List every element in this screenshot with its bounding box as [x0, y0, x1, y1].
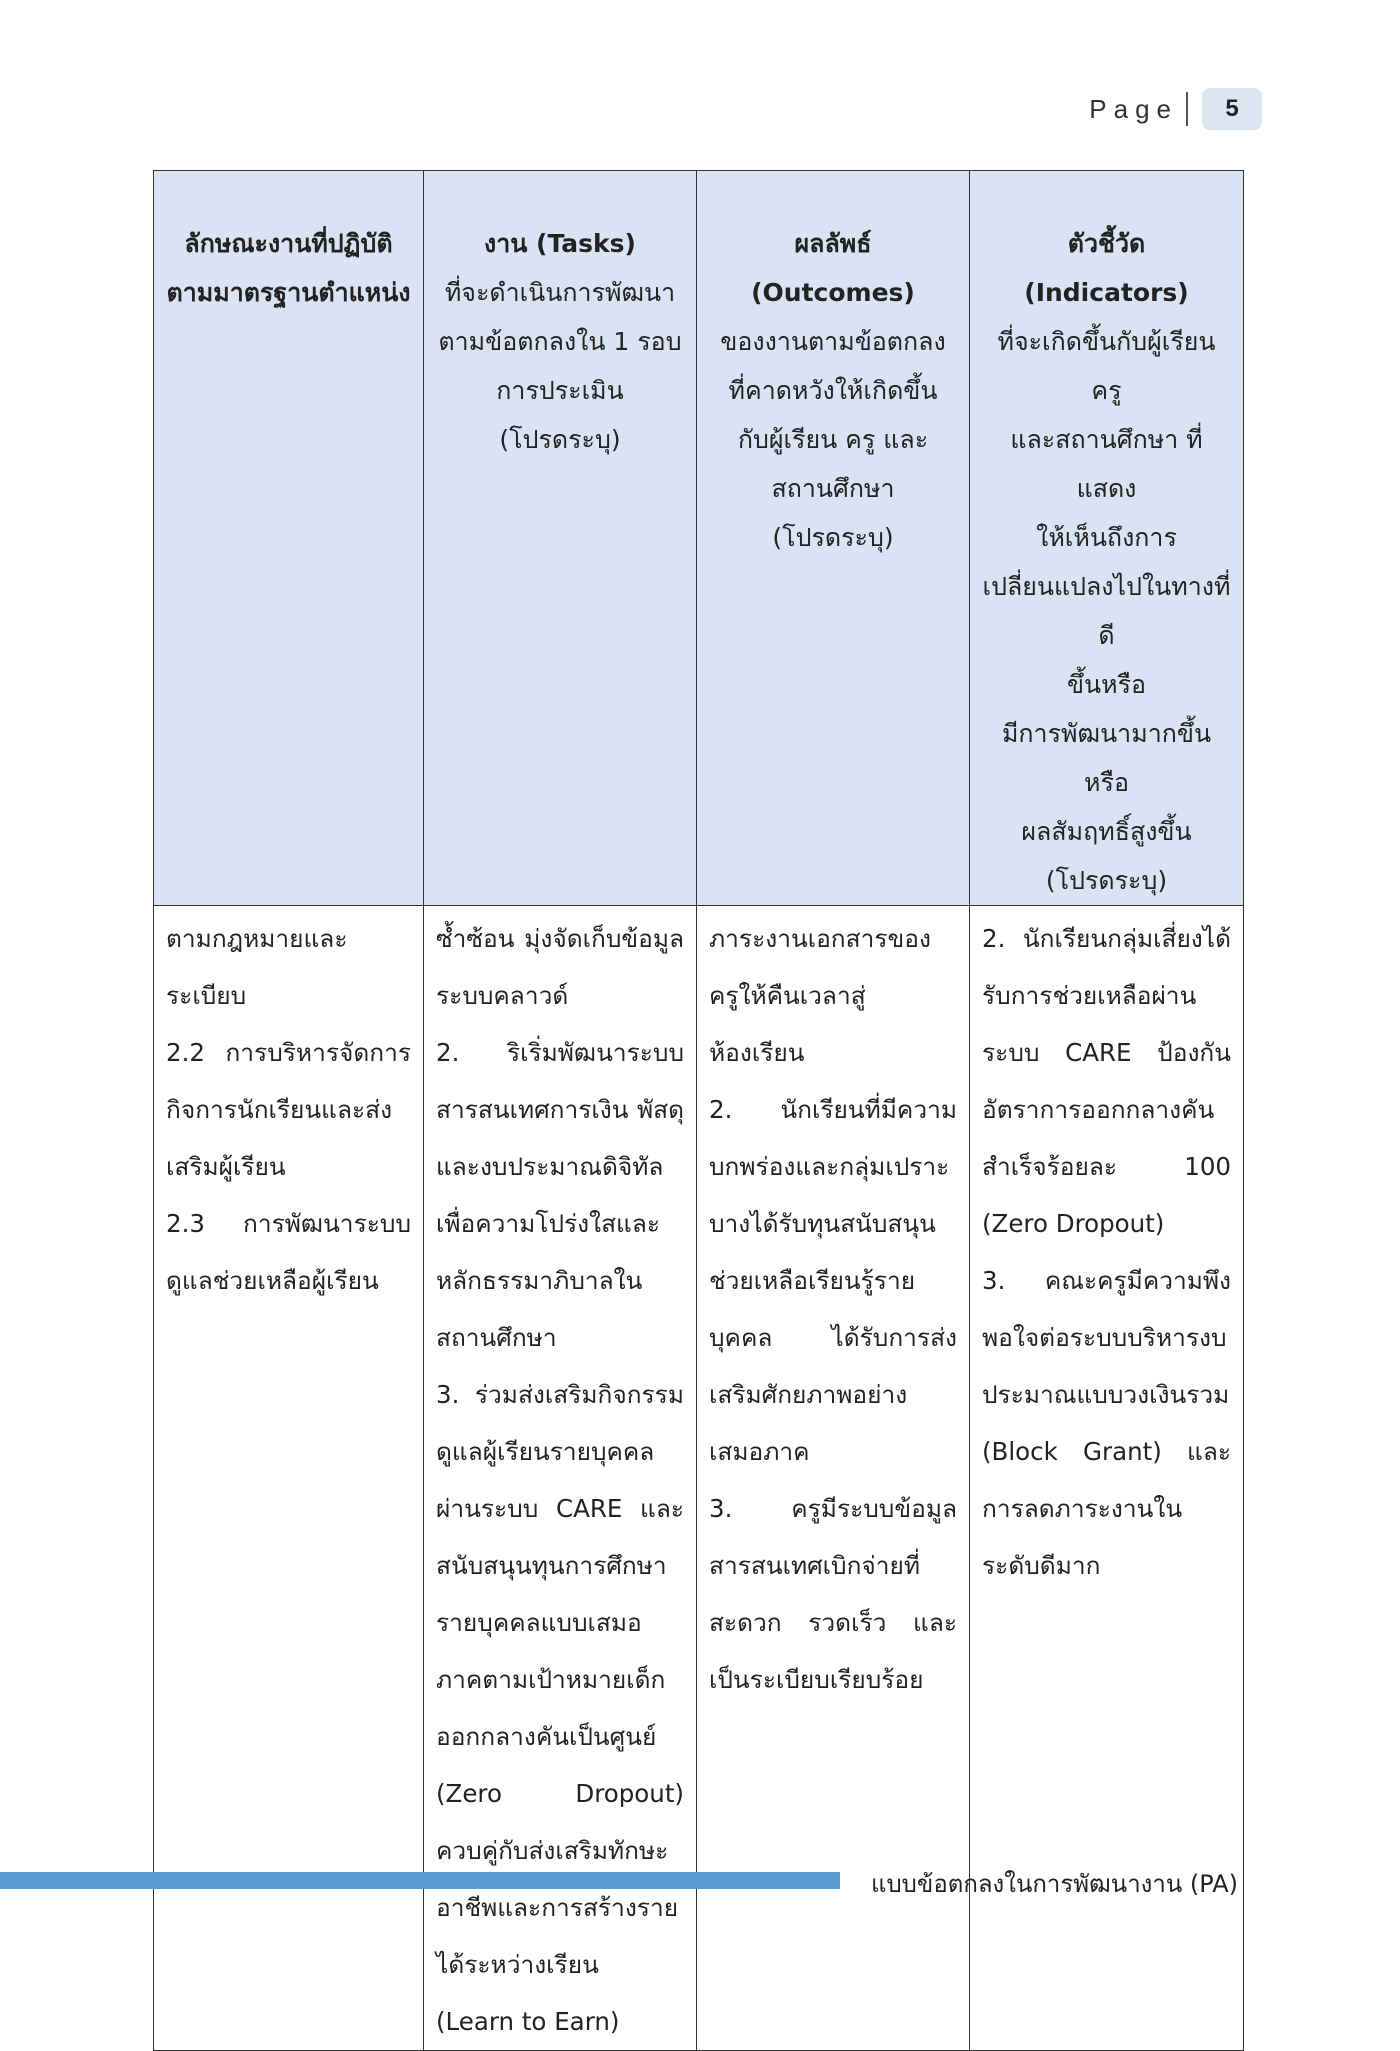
footer-accent-bar [0, 1872, 840, 1889]
column-subtitle: ของงานตามข้อตกลง ที่คาดหวังให้เกิดขึ้น กับผู้เรียน ครู และ สถานศึกษา (โปรดระบุ) [720, 327, 946, 552]
cell-paragraph: ซ้ำซ้อน มุ่งจัดเก็บข้อมูลระบบคลาวด์ [436, 924, 684, 1010]
pa-agreement-table [153, 170, 1244, 2051]
page-separator [1186, 92, 1188, 126]
column-subtitle: ที่จะดำเนินการพัฒนา ตามข้อตกลงใน 1 รอบ การประเมิน (โปรดระบุ) [438, 278, 682, 454]
cell-paragraph: 2.3 การพัฒนาระบบดูแลช่วยเหลือผู้เรียน [166, 1209, 411, 1295]
page-label: Page [1089, 93, 1178, 124]
column-title: ตัวชี้วัด (Indicators) [1024, 229, 1189, 307]
cell-paragraph: ตามกฎหมายและระเบียบ [166, 924, 348, 1010]
page-number: 5 [1202, 88, 1262, 130]
footer-title: แบบข้อตกลงในการพัฒนางาน (PA) [870, 1870, 1238, 1898]
cell-paragraph: 2.2 การบริหารจัดการกิจการนักเรียนและส่งเสริมผู้เรียน [166, 1038, 411, 1181]
page-header [1089, 88, 1262, 130]
header-cell-outcomes [697, 171, 970, 906]
cell-paragraph: 2. นักเรียนกลุ่มเสี่ยงได้รับการช่วยเหลือผ่านระบบ CARE ป้องกันอัตราการออกกลางคันสำเร็จร้อยละ 100 (Zero Dropout) [982, 924, 1231, 1238]
header-cell-indicators [970, 171, 1244, 906]
column-subtitle: ตามมาตรฐานตำแหน่ง [166, 278, 411, 307]
cell-paragraph: 3. คณะครูมีความพึงพอใจต่อระบบบริหารงบประมาณแบบวงเงินรวม (Block Grant) และการลดภาระงานในระดับดีมาก [982, 1266, 1231, 1580]
cell-paragraph: ภาระงานเอกสารของครูให้คืนเวลาสู่ห้องเรียน [709, 924, 931, 1067]
table-header-row [154, 171, 1244, 906]
column-title: งาน (Tasks) [484, 229, 636, 258]
header-cell-job-characteristics [154, 171, 424, 906]
column-title: ลักษณะงานที่ปฏิบัติ [184, 229, 393, 258]
cell-paragraph: 2. นักเรียนที่มีความบกพร่องและกลุ่มเปราะบางได้รับทุนสนับสนุนช่วยเหลือเรียนรู้รายบุคคล ได้รับการส่งเสริมศักยภาพอย่างเสมอภาค [709, 1095, 957, 1466]
header-cell-tasks [424, 171, 697, 906]
cell-paragraph: 3. ครูมีระบบข้อมูลสารสนเทศเบิกจ่ายที่สะดวก รวดเร็ว และเป็นระเบียบเรียบร้อย [709, 1494, 957, 1694]
cell-paragraph: 2. ริเริ่มพัฒนาระบบสารสนเทศการเงิน พัสดุ และงบประมาณดิจิทัล เพื่อความโปร่งใสและหลักธรรมาภิบาลในสถานศึกษา [436, 1038, 684, 1352]
column-subtitle: ที่จะเกิดขึ้นกับผู้เรียน ครู และสถานศึกษา ที่แสดง ให้เห็นถึงการ เปลี่ยนแปลงไปในทางที่ดี ขึ้นหรือ มีการพัฒนามากขึ้นหรือ ผลสัมฤทธิ์สูงขึ้น (โปรดระบุ) [982, 327, 1231, 895]
cell-paragraph: 3. ร่วมส่งเสริมกิจกรรมดูแลผู้เรียนรายบุคคลผ่านระบบ CARE และสนับสนุนทุนการศึกษารายบุคคลแบบเสมอภาคตามเป้าหมายเด็กออกกลางคันเป็นศูนย์ (Zero Dropout) ควบคู่กับส่งเสริมทักษะอาชีพและการสร้างรายได้ระหว่างเรียน (Learn to Earn) [436, 1380, 684, 2036]
column-title: ผลลัพธ์ (Outcomes) [751, 229, 915, 307]
